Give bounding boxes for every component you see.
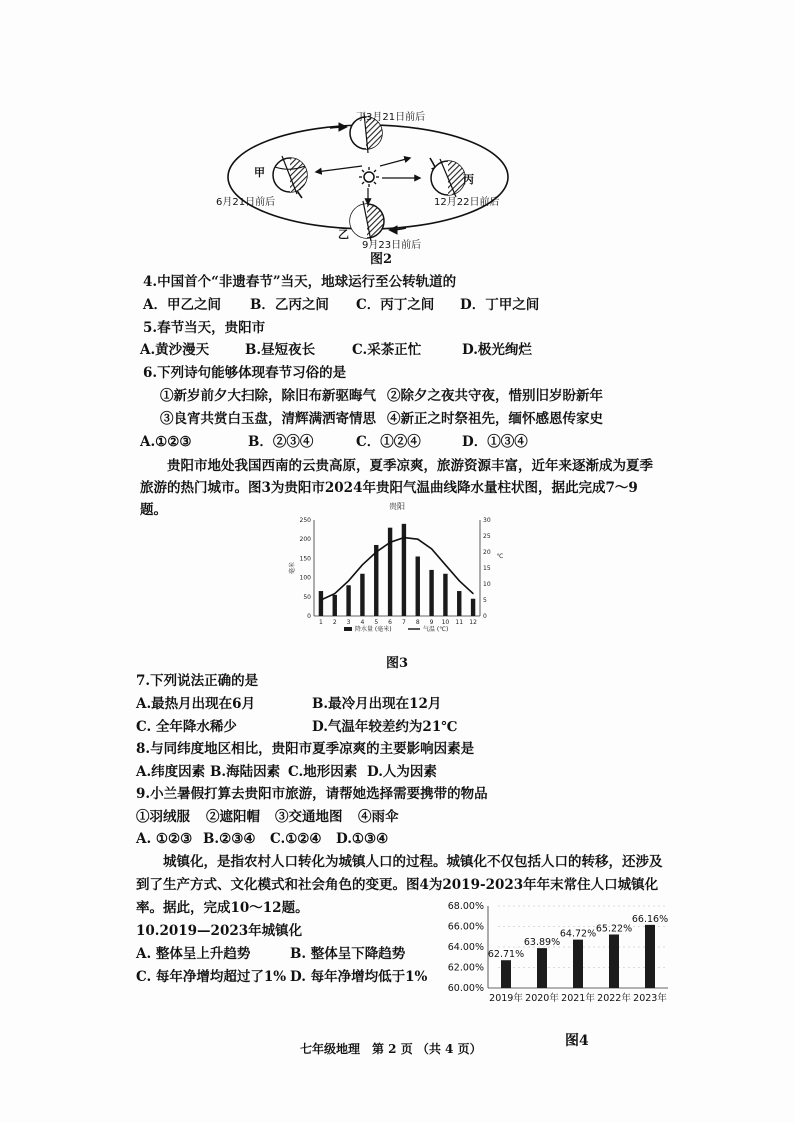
q7-option-d[interactable]: D.气温年较差约为21℃ [312,719,458,735]
question-7-stem: 7.下列说法正确的是 [136,673,259,689]
precip-bar-2 [333,595,337,616]
question-4-stem: 4.中国首个“非遗春节”当天，地球运行至公转轨道的 [143,274,457,290]
earth-bing-icon [431,159,465,197]
temperature-point-10 [445,564,446,565]
q5-option-c[interactable]: C.采茶正忙 [352,342,422,358]
y-tick-label: 0 [307,613,311,620]
label-bing-date: 12月22日前后 [434,197,500,208]
x-tick-label: 3 [346,619,351,626]
x-tick-label: 2023年 [633,993,667,1004]
chart-title: 贵阳 [389,502,405,511]
y2-axis-label: ℃ [496,553,504,560]
precip-bar-5 [374,545,378,616]
q9-option-a[interactable]: A. ①②③ [136,831,193,847]
bar-2023年 [645,925,655,988]
question-6-stem: 6.下列诗句能够体现春节习俗的是 [143,365,347,381]
x-tick-label: 2021年 [561,993,595,1004]
q8-option-c[interactable]: C.地形因素 [288,764,358,780]
legend-precip-label: 降水量 (毫米) [355,626,392,633]
y2-tick-label: 20 [483,549,491,556]
q6-option-c[interactable]: C．①②④ [356,434,421,450]
label-yi-date: 9月23日前后 [362,240,422,251]
bar-2019年 [501,960,511,988]
temperature-point-12 [472,593,473,594]
q7-option-b[interactable]: B.最冷月出现在12月 [312,696,442,712]
temperature-line [321,538,473,600]
question-10-stem: 10.2019—2023年城镇化 [136,923,303,939]
x-tick-label: 9 [429,619,434,626]
x-tick-label: 1 [319,619,323,626]
temperature-point-1 [320,599,321,600]
sun-icon [359,167,379,187]
x-tick-label: 11 [455,619,464,626]
legend-precip-swatch [344,627,352,631]
figure-2-caption: 图2 [370,252,393,267]
y-tick-label: 250 [299,517,311,524]
figure-4-chart [436,898,672,1010]
y-tick-label: 62.00% [447,962,484,974]
data-label-2022年: 65.22% [595,923,633,935]
x-tick-label: 4 [360,619,365,626]
x-tick-label: 2 [332,619,337,626]
label-jia-date: 6月21日前后 [216,197,276,208]
x-tick-label: 2019年 [489,993,523,1004]
precip-bar-10 [443,574,447,616]
q9-item-4: ④雨伞 [358,809,399,825]
temperature-point-4 [362,564,363,565]
q6-poem-3: ③良宵共赏白玉盘，清辉满洒寄情思 [160,411,376,427]
y-tick-label: 50 [303,593,311,601]
figure-3-caption: 图3 [386,656,409,671]
question-9-stem: 9.小兰暑假打算去贵阳市旅游，请帮她选择需要携带的物品 [136,786,488,802]
question-5-stem: 5.春节当天，贵阳市 [143,320,266,336]
data-label-2021年: 64.72% [559,928,597,940]
q9-item-1: ①羽绒服 [136,809,190,825]
x-tick-label: 8 [415,619,420,626]
precip-bar-11 [457,591,461,616]
q9-option-b[interactable]: B.②③④ [203,831,256,847]
temperature-point-5 [376,551,377,552]
q10-option-a[interactable]: A. 整体呈上升趋势 [136,946,251,962]
y-tick-label: 64.00% [447,942,484,953]
data-label-2023年: 66.16% [631,913,669,925]
q9-item-2: ②遮阳帽 [206,809,260,825]
x-tick-label: 2020年 [525,993,559,1004]
label-jia-name: 甲 [254,166,265,179]
y-tick-label: 200 [299,536,311,544]
q6-option-d[interactable]: D．①③④ [462,434,528,450]
q4-option-d[interactable]: D．丁甲之间 [460,297,540,313]
q4-option-c[interactable]: C．丙丁之间 [356,297,435,313]
x-tick-label: 7 [402,619,406,626]
precip-bar-9 [429,570,433,616]
q6-option-b[interactable]: B．②③④ [248,434,314,450]
q7-option-c[interactable]: C. 全年降水稀少 [136,719,237,735]
q5-option-a[interactable]: A.黄沙漫天 [140,342,210,358]
q9-item-3: ③交通地图 [275,809,343,825]
question-8-stem: 8.与同纬度地区相比，贵阳市夏季凉爽的主要影响因素是 [136,741,475,757]
x-tick-label: 10 [441,619,450,626]
q5-option-d[interactable]: D.极光绚烂 [462,342,532,358]
x-tick-label: 6 [388,619,392,626]
y-tick-label: 66.00% [447,921,484,933]
temperature-point-7 [403,537,404,538]
q9-option-d[interactable]: D.①③④ [336,831,389,847]
y2-tick-label: 0 [483,613,487,620]
q6-poem-2: ②除夕之夜共守夜，惜别旧岁盼新年 [387,388,603,404]
precip-bar-8 [416,556,420,616]
data-label-2020年: 63.89% [523,937,561,949]
q10-option-d[interactable]: D. 每年净增均低于1% [290,969,428,985]
y-tick-label: 68.00% [447,901,484,912]
bar-2022年 [609,934,619,988]
q9-option-c[interactable]: C.①②④ [270,831,322,847]
q6-poem-1: ①新岁前夕大扫除，除旧布新驱晦气 [160,388,376,404]
precip-bar-1 [319,591,323,616]
q10-option-c[interactable]: C. 每年净增均超过了1% [136,969,287,985]
bar-2021年 [573,940,583,988]
x-tick-label: 5 [374,619,379,626]
label-bing-name: 丙 [463,173,474,186]
y-tick-label: 100 [299,574,311,582]
q6-option-a[interactable]: A.①②③ [140,434,192,450]
precip-bar-12 [471,599,475,616]
passage-guiyang: 贵阳市地处我国西南的云贵高原，夏季凉爽，旅游资源丰富，近年来逐渐成为夏季旅游的热门城市。图3为贵阳市2024年贵阳气温曲线降水量柱状图，据此完成7～9题。 [140,458,653,518]
y2-tick-label: 5 [483,597,487,604]
y2-tick-label: 15 [483,565,491,572]
q8-option-a[interactable]: A.纬度因素 [136,764,206,780]
q8-option-d[interactable]: D.人为因素 [367,764,437,780]
q10-option-b[interactable]: B. 整体呈下降趋势 [290,946,406,962]
temperature-point-8 [417,539,418,540]
q8-option-b[interactable]: B.海陆因素 [210,764,281,780]
y-tick-label: 60.00% [447,983,484,994]
legend-temp-label: 气温 (℃) [423,626,449,633]
precip-bar-4 [360,574,364,616]
y2-tick-label: 25 [483,533,491,540]
temperature-point-2 [334,593,335,594]
page-footer: 七年级地理 第 2 页 （共 4 页） [300,1042,482,1056]
label-ding: 丁3月21日前后 [356,112,426,123]
q5-option-b[interactable]: B.昼短夜长 [245,342,316,358]
q7-option-a[interactable]: A.最热月出现在6月 [136,696,256,712]
data-label-2019年: 62.71% [487,949,525,961]
y2-tick-label: 10 [483,581,491,588]
earth-jia-icon [273,156,307,194]
q4-option-a[interactable]: A．甲乙之间 [143,297,221,313]
x-tick-label: 2022年 [597,993,631,1004]
q6-poem-4: ④新正之时祭祖先，缅怀感恩传家史 [387,411,603,427]
temperature-point-3 [348,580,349,581]
x-tick-label: 12 [469,619,477,626]
temperature-point-9 [431,548,432,549]
precip-bar-3 [346,585,350,616]
urbanization-chart-svg [436,898,672,1010]
y2-tick-label: 30 [483,517,491,524]
figure-4-caption: 图4 [565,1033,589,1049]
figure-3-chart [284,498,510,648]
temperature-point-6 [389,542,390,543]
y-axis-label: 毫米 [289,561,296,575]
label-yi-name: 乙 [338,228,349,241]
passage-urbanization: 城镇化，是指农村人口转化为城镇人口的过程。城镇化不仅包括人口的转移，还涉及到了生产方式、文化模式和社会角色的变更。图4为2019-2023年年末常住人口城镇化率。据此，完成10～12题。 [136,854,663,916]
y-tick-label: 150 [299,555,311,563]
earth-yi-icon [350,201,384,241]
temperature-point-11 [459,580,460,581]
climate-chart-svg [284,498,510,648]
q4-option-b[interactable]: B．乙丙之间 [250,297,329,313]
bar-2020年 [537,948,547,988]
precip-bar-6 [388,528,392,616]
